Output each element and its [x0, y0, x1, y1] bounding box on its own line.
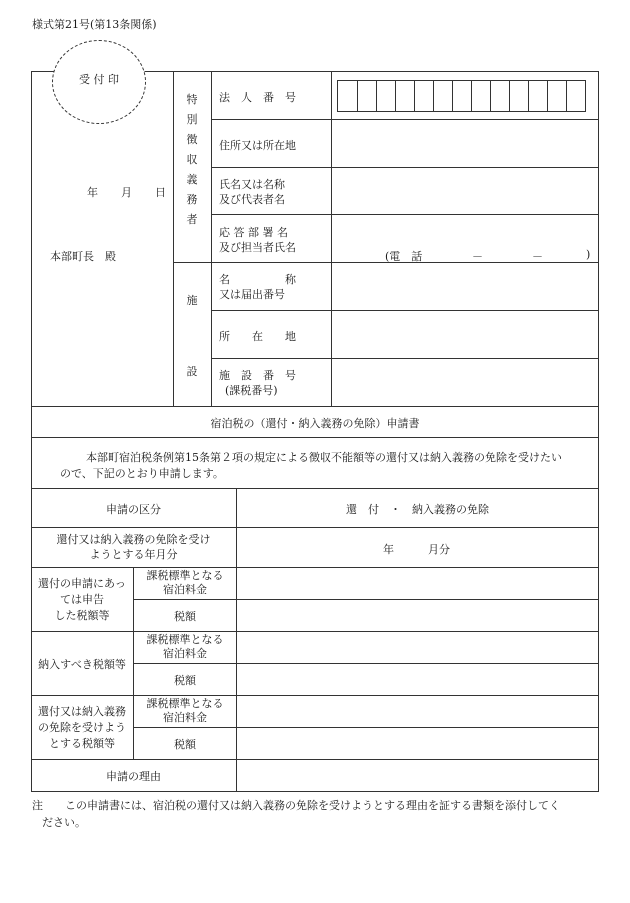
intro-line2: ので、下記のとおり申請します。: [60, 467, 224, 480]
collector-label-char: 別: [186, 113, 198, 126]
basis-line1: 課税標準となる: [146, 569, 224, 582]
frame-bottom: [31, 791, 599, 792]
exempt-tax-field[interactable]: [237, 728, 598, 759]
type-value[interactable]: 還 付 ・ 納入義務の免除: [346, 503, 489, 516]
corp-number-cell-divider: [433, 81, 434, 111]
corp-number-cell-divider: [395, 81, 396, 111]
date-month: 月: [121, 186, 132, 199]
phone-close: ): [586, 248, 591, 261]
corp-number-cell-divider: [357, 81, 358, 111]
collector-vertical-label: [173, 90, 211, 230]
facility-location-field[interactable]: [332, 311, 598, 358]
corp-number-cell-divider: [414, 81, 415, 111]
collector-label-char: 特: [186, 93, 198, 106]
contact-label-line2: 及び担当者氏名: [219, 241, 296, 254]
collector-label-char: 義: [186, 173, 198, 186]
corp-number-label: 法 人 番 号: [219, 91, 296, 104]
refund-tax-field[interactable]: [237, 600, 598, 631]
date-day: 日: [155, 186, 166, 199]
basis-line2: 宿泊料金: [163, 711, 207, 724]
corp-number-field[interactable]: [337, 80, 586, 112]
note-line1: 注 この申請書には、宿泊税の還付又は納入義務の免除を受けようとする理由を証する書類を添付してく: [32, 799, 560, 812]
intro-line1: 本部町宿泊税条例第15条第２項の規定による徴収不能額等の還付又は納入義務の免除を受けたい: [86, 451, 562, 464]
exempt-tax-label: 税額: [174, 738, 196, 751]
frame-left: [31, 71, 32, 791]
facility-name-field[interactable]: [332, 263, 598, 310]
form-title: 宿泊税の（還付・納入義務の免除）申請書: [210, 417, 420, 430]
month-label-line2: ようとする年月分: [89, 548, 178, 561]
refund-label-line2: ては申告: [60, 593, 104, 606]
collector-label-char: 徴: [186, 133, 198, 146]
divider-h: [31, 527, 599, 528]
name-field[interactable]: [332, 168, 598, 214]
refund-basis-field[interactable]: [237, 568, 598, 599]
month-year: 年: [383, 543, 394, 556]
refund-group-label: [31, 576, 133, 624]
basis-line1: 課税標準となる: [146, 697, 224, 710]
corp-number-cell-divider: [528, 81, 529, 111]
reason-field[interactable]: [237, 760, 598, 791]
facility-label-1: 施: [186, 294, 198, 307]
divider-h: [31, 437, 599, 438]
collector-label-char: 者: [186, 213, 198, 226]
exempt-label-line1: 還付又は納入義務: [38, 705, 126, 718]
facility-name-label: [219, 272, 296, 302]
corp-number-cell-divider: [452, 81, 453, 111]
corp-number-cell-divider: [376, 81, 377, 111]
corp-number-cell-divider: [566, 81, 567, 111]
date-year: 年: [87, 186, 98, 199]
divider-h: [31, 406, 599, 407]
corp-number-cell-divider: [471, 81, 472, 111]
collector-label-char: 務: [186, 193, 198, 206]
payable-basis-field[interactable]: [237, 632, 598, 663]
month-label: [31, 532, 236, 562]
payable-tax-field[interactable]: [237, 664, 598, 695]
month-label-line1: 還付又は納入義務の免除を受け: [56, 533, 211, 546]
receipt-stamp: [52, 40, 146, 124]
exempt-label-line2: の免除を受けよう: [38, 721, 126, 734]
month-month: 月分: [428, 543, 450, 556]
divider-v: [211, 71, 212, 406]
exempt-label-line3: とする税額等: [49, 737, 115, 750]
facility-number-field[interactable]: [332, 359, 598, 406]
reason-label: 申請の理由: [106, 770, 161, 783]
contact-label-line1: 応 答 部 署 名: [219, 226, 288, 239]
refund-tax-label: 税額: [174, 610, 196, 623]
name-label: [219, 177, 285, 207]
phone-open: (電 話: [385, 250, 423, 263]
corp-number-cell-divider: [509, 81, 510, 111]
phone-dash1: －: [472, 250, 483, 263]
basis-line1: 課税標準となる: [146, 633, 224, 646]
facility-number-line2: (課税番号): [225, 384, 278, 397]
type-label: 申請の区分: [106, 503, 161, 516]
addressee: 本部町長 殿: [50, 250, 116, 263]
address-field[interactable]: [332, 120, 598, 167]
note-line2: ださい。: [42, 816, 86, 829]
corp-number-cell-divider: [547, 81, 548, 111]
corp-number-cell-divider: [490, 81, 491, 111]
payable-group-label: 納入すべき税額等: [38, 658, 126, 671]
payable-basis-label: [134, 633, 236, 661]
phone-dash2: －: [532, 250, 543, 263]
facility-location-label: 所 在 地: [219, 330, 296, 343]
address-label: 住所又は所在地: [219, 139, 296, 152]
name-label-line2: 及び代表者名: [219, 193, 285, 206]
exempt-group-label: [31, 704, 133, 752]
frame-right: [598, 71, 599, 791]
receipt-stamp-label: 受 付 印: [79, 73, 119, 86]
basis-line2: 宿泊料金: [163, 583, 207, 596]
facility-name-line1: 名 称: [219, 273, 296, 286]
refund-label-line3: した税額等: [54, 609, 110, 622]
contact-label: [219, 225, 296, 255]
basis-line2: 宿泊料金: [163, 647, 207, 660]
payable-tax-label: 税額: [174, 674, 196, 687]
divider-h: [31, 488, 599, 489]
name-label-line1: 氏名又は名称: [219, 178, 285, 191]
contact-field[interactable]: [332, 215, 598, 262]
facility-label-2: 設: [186, 365, 198, 378]
facility-number-label: [219, 368, 296, 398]
form-number: 様式第21号(第13条関係): [32, 18, 157, 31]
exempt-basis-label: [134, 697, 236, 725]
refund-label-line1: 還付の申請にあっ: [38, 577, 126, 590]
refund-basis-label: [134, 569, 236, 597]
facility-name-line2: 又は届出番号: [219, 288, 285, 301]
exempt-basis-field[interactable]: [237, 696, 598, 727]
collector-label-char: 収: [186, 153, 198, 166]
facility-number-line1: 施 設 番 号: [219, 369, 296, 382]
